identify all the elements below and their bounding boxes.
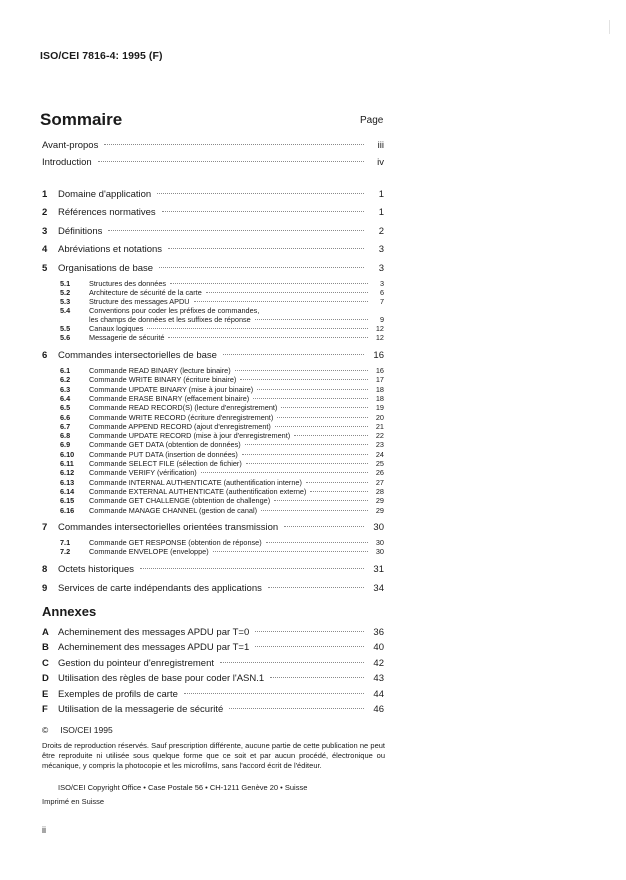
toc-number: 2 bbox=[42, 207, 48, 218]
toc-entry-section[interactable] bbox=[42, 350, 384, 361]
copyright-office-address: ISO/CEI Copyright Office • Case Postale 56 • CH-1211 Genève 20 • Suisse bbox=[58, 783, 308, 792]
toc-subentry-continuation[interactable] bbox=[89, 315, 384, 324]
toc-label: Commande UPDATE BINARY (mise à jour binaire) bbox=[89, 384, 254, 394]
dot-leader bbox=[242, 454, 368, 455]
toc-entry-section[interactable] bbox=[42, 244, 384, 255]
toc-page: 25 bbox=[375, 459, 384, 468]
toc-entry-annex[interactable] bbox=[42, 689, 384, 700]
toc-page: 27 bbox=[375, 477, 384, 487]
toc-label: Commande WRITE RECORD (écriture d'enregistrement) bbox=[89, 412, 274, 422]
toc-number: 5.1 bbox=[60, 279, 71, 288]
toc-label: Commande UPDATE RECORD (mise à jour d'enregistrement) bbox=[89, 431, 291, 441]
toc-number: E bbox=[42, 688, 49, 700]
toc-label: Architecture de sécurité de la carte bbox=[89, 288, 202, 297]
toc-number: 6.8 bbox=[60, 431, 71, 441]
toc-subentry[interactable] bbox=[60, 487, 384, 496]
toc-subentry[interactable] bbox=[60, 431, 384, 440]
toc-number: 4 bbox=[42, 244, 48, 255]
copyright-line bbox=[42, 725, 113, 735]
toc-page: 26 bbox=[375, 468, 384, 478]
toc-page: iii bbox=[377, 140, 384, 151]
toc-number: 6 bbox=[42, 350, 48, 361]
toc-page: 46 bbox=[373, 704, 384, 715]
dot-leader bbox=[255, 646, 364, 647]
toc-label: Commandes intersectorielles orientées transmission bbox=[58, 522, 279, 533]
toc-number: 5.3 bbox=[60, 297, 71, 306]
dot-leader bbox=[310, 491, 368, 492]
toc-subentry[interactable] bbox=[60, 538, 384, 547]
toc-number: 6.9 bbox=[60, 440, 71, 450]
toc-subentry[interactable] bbox=[60, 547, 384, 556]
toc-label: Commande GET DATA (obtention de données) bbox=[89, 440, 241, 450]
toc-entry-section[interactable] bbox=[42, 583, 384, 594]
page-title: Sommaire bbox=[40, 110, 123, 129]
dot-leader bbox=[253, 398, 368, 399]
toc-page: 6 bbox=[379, 288, 384, 297]
toc-entry-introduction[interactable] bbox=[42, 157, 384, 168]
toc-label: Définitions bbox=[58, 226, 103, 237]
dot-leader bbox=[201, 472, 368, 473]
toc-number: 7.2 bbox=[60, 547, 71, 556]
standard-header: ISO/CEI 7816-4: 1995 (F) bbox=[40, 50, 163, 62]
toc-subentry[interactable] bbox=[60, 324, 384, 333]
toc-number: 5 bbox=[42, 263, 48, 274]
toc-number: 6.6 bbox=[60, 412, 71, 422]
toc-page: 2 bbox=[378, 226, 384, 237]
toc-page: 23 bbox=[375, 440, 384, 450]
toc-subentry[interactable] bbox=[60, 459, 384, 468]
toc-entry-section[interactable] bbox=[42, 564, 384, 575]
toc-page: 36 bbox=[373, 627, 384, 638]
dot-leader bbox=[284, 526, 364, 527]
toc-entry-section[interactable] bbox=[42, 226, 384, 237]
toc-label: Commande WRITE BINARY (écriture binaire) bbox=[89, 375, 237, 385]
toc-label: Commande INTERNAL AUTHENTICATE (authentification interne) bbox=[89, 477, 302, 487]
toc-number: 6.1 bbox=[60, 366, 71, 375]
dot-leader bbox=[257, 389, 368, 390]
toc-page: 28 bbox=[375, 486, 384, 496]
dot-leader bbox=[235, 370, 368, 371]
toc-subentry[interactable] bbox=[60, 440, 384, 449]
toc-subentry[interactable] bbox=[60, 288, 384, 297]
toc-page: 7 bbox=[379, 297, 384, 306]
dot-leader bbox=[159, 267, 364, 268]
toc-entry-section[interactable] bbox=[42, 522, 384, 533]
toc-page: 12 bbox=[375, 324, 384, 333]
toc-label: Structures des données bbox=[89, 279, 167, 288]
dot-leader bbox=[147, 328, 368, 329]
dot-leader bbox=[229, 708, 364, 709]
dot-leader bbox=[157, 193, 364, 194]
toc-label: Commande READ RECORD(S) (lecture d'enregistrement) bbox=[89, 403, 278, 413]
toc-subentry[interactable] bbox=[60, 333, 384, 342]
toc-label: Exemples de profils de carte bbox=[58, 688, 178, 700]
toc-number: 5.2 bbox=[60, 288, 71, 297]
toc-number: 6.14 bbox=[60, 486, 75, 496]
toc-number: 6.10 bbox=[60, 449, 75, 459]
toc-entry-section[interactable] bbox=[42, 263, 384, 274]
toc-number: 8 bbox=[42, 564, 48, 575]
toc-page: 20 bbox=[375, 412, 384, 422]
toc-page: 3 bbox=[378, 263, 384, 274]
scan-edge-mark bbox=[609, 20, 610, 34]
dot-leader bbox=[294, 435, 368, 436]
toc-label: Commande EXTERNAL AUTHENTICATE (authentification externe) bbox=[89, 486, 307, 496]
toc-subentry[interactable] bbox=[60, 496, 384, 505]
toc-page: 16 bbox=[375, 366, 384, 375]
dot-leader bbox=[98, 161, 364, 162]
toc-label: Commande ENVELOPE (enveloppe) bbox=[89, 547, 209, 556]
dot-leader bbox=[206, 292, 368, 293]
dot-leader bbox=[213, 551, 368, 552]
toc-number: D bbox=[42, 673, 49, 685]
toc-number: 6.15 bbox=[60, 496, 75, 506]
dot-leader bbox=[140, 568, 364, 569]
toc-label: Commande APPEND RECORD (ajout d'enregistrement) bbox=[89, 421, 271, 431]
toc-label: Commande VERIFY (vérification) bbox=[89, 468, 197, 478]
toc-page: 21 bbox=[375, 421, 384, 431]
dot-leader bbox=[220, 662, 364, 663]
dot-leader bbox=[168, 248, 364, 249]
rights-notice: Droits de reproduction réservés. Sauf prescription différente, aucune partie de cette publication ne peut être reproduite ni utilisée sous quelque forme que ce soit et par aucun procédé, électronique ou mécanique, y compris la photocopie et les microfilms, sans l'accord écrit de l'éditeur. bbox=[42, 741, 385, 770]
toc-label: Commande MANAGE CHANNEL (gestion de canal) bbox=[89, 505, 258, 515]
toc-number: 6.3 bbox=[60, 384, 71, 394]
dot-leader bbox=[194, 301, 368, 302]
toc-label: Commande GET RESPONSE (obtention de réponse) bbox=[89, 538, 262, 547]
toc-page: 42 bbox=[373, 657, 384, 669]
toc-entry-annex[interactable] bbox=[42, 658, 384, 669]
toc-number: 9 bbox=[42, 583, 48, 594]
toc-page: 3 bbox=[379, 279, 384, 288]
toc-page: 9 bbox=[379, 315, 384, 324]
toc-entry-section[interactable] bbox=[42, 189, 384, 200]
toc-label: Commande READ BINARY (lecture binaire) bbox=[89, 366, 231, 375]
dot-leader bbox=[255, 319, 368, 320]
toc-page: 1 bbox=[378, 189, 384, 200]
toc-page: 34 bbox=[373, 583, 384, 594]
toc-subentry[interactable] bbox=[60, 375, 384, 384]
toc-subentry[interactable] bbox=[60, 478, 384, 487]
toc-subentry[interactable] bbox=[60, 306, 384, 315]
toc-subentry[interactable] bbox=[60, 297, 384, 306]
toc-subentry[interactable] bbox=[60, 413, 384, 422]
toc-label: Commande SELECT FILE (sélection de fichier) bbox=[89, 459, 242, 468]
dot-leader bbox=[255, 631, 364, 632]
toc-page: 40 bbox=[373, 642, 384, 654]
toc-label: Structure des messages APDU bbox=[89, 297, 190, 306]
copyright-icon: © bbox=[42, 725, 49, 735]
toc-page: iv bbox=[377, 157, 384, 168]
toc-number: F bbox=[42, 704, 48, 715]
toc-number: 1 bbox=[42, 189, 48, 200]
toc-subentry[interactable] bbox=[60, 506, 384, 515]
toc-page: 30 bbox=[375, 538, 384, 547]
toc-subentry[interactable] bbox=[60, 279, 384, 288]
dot-leader bbox=[275, 426, 368, 427]
toc-number: B bbox=[42, 642, 49, 654]
toc-page: 18 bbox=[375, 384, 384, 394]
dot-leader bbox=[270, 677, 364, 678]
toc-subentry[interactable] bbox=[60, 394, 384, 403]
toc-label: Avant-propos bbox=[42, 140, 99, 151]
dot-leader bbox=[223, 354, 364, 355]
dot-leader bbox=[184, 693, 364, 694]
toc-page: 19 bbox=[375, 403, 384, 413]
toc-page: 29 bbox=[375, 496, 384, 506]
copyright-text: ISO/CEI 1995 bbox=[60, 725, 113, 735]
toc-label: Commande GET CHALLENGE (obtention de challenge) bbox=[89, 496, 271, 506]
toc-subentry[interactable] bbox=[60, 468, 384, 477]
toc-page: 1 bbox=[378, 207, 384, 218]
toc-number: 6.12 bbox=[60, 468, 75, 478]
toc-number: 6.2 bbox=[60, 375, 71, 385]
toc-label: Commandes intersectorielles de base bbox=[58, 350, 217, 361]
dot-leader bbox=[104, 144, 364, 145]
toc-label: les champs de données et les suffixes de réponse bbox=[89, 315, 251, 324]
toc-page: 3 bbox=[378, 244, 384, 255]
toc-label: Acheminement des messages APDU par T=0 bbox=[58, 627, 250, 638]
toc-page: 30 bbox=[373, 522, 384, 533]
toc-page: 43 bbox=[373, 673, 384, 685]
toc-page: 29 bbox=[375, 505, 384, 515]
toc-label: Abréviations et notations bbox=[58, 244, 163, 255]
toc-number: A bbox=[42, 627, 49, 638]
toc-number: 5.5 bbox=[60, 324, 71, 333]
toc-label: Canaux logiques bbox=[89, 324, 144, 333]
toc-page: 24 bbox=[375, 449, 384, 459]
toc-number: 6.7 bbox=[60, 421, 71, 431]
toc-label: Messagerie de sécurité bbox=[89, 333, 165, 342]
toc-number: 3 bbox=[42, 226, 48, 237]
toc-entry-section[interactable] bbox=[42, 207, 384, 218]
toc-label: Commande PUT DATA (insertion de données) bbox=[89, 449, 238, 459]
annexes-heading: Annexes bbox=[42, 604, 97, 619]
toc-label: Conventions pour coder les préfixes de commandes, bbox=[89, 306, 260, 315]
printed-in: Imprimé en Suisse bbox=[42, 797, 105, 806]
toc-number: 6.16 bbox=[60, 505, 75, 515]
toc-page: 12 bbox=[375, 333, 384, 342]
dot-leader bbox=[168, 337, 368, 338]
toc-subentry[interactable] bbox=[60, 366, 384, 375]
dot-leader bbox=[245, 444, 368, 445]
toc-number: 6.13 bbox=[60, 477, 75, 487]
toc-label: Gestion du pointeur d'enregistrement bbox=[58, 657, 215, 669]
dot-leader bbox=[306, 482, 368, 483]
toc-label: Introduction bbox=[42, 157, 92, 168]
toc-subentry[interactable] bbox=[60, 385, 384, 394]
toc-number: 6.11 bbox=[60, 459, 74, 468]
toc-page: 17 bbox=[375, 375, 384, 385]
toc-label: Octets historiques bbox=[58, 564, 135, 575]
toc-label: Commande ERASE BINARY (effacement binaire) bbox=[89, 393, 250, 403]
toc-page: 30 bbox=[375, 547, 384, 556]
dot-leader bbox=[266, 542, 368, 543]
toc-number: 6.5 bbox=[60, 403, 71, 413]
toc-number: 7.1 bbox=[60, 538, 71, 547]
dot-leader bbox=[170, 283, 368, 284]
dot-leader bbox=[274, 500, 368, 501]
toc-entry-annex[interactable] bbox=[42, 704, 384, 715]
toc-label: Références normatives bbox=[58, 207, 156, 218]
toc-entry-annex[interactable] bbox=[42, 673, 384, 684]
toc-number: 7 bbox=[42, 522, 48, 533]
toc-label: Utilisation des règles de base pour coder l'ASN.1 bbox=[58, 673, 265, 685]
toc-subentry[interactable] bbox=[60, 450, 384, 459]
toc-entry-annex[interactable] bbox=[42, 627, 384, 638]
toc-entry-avant-propos[interactable] bbox=[42, 140, 384, 151]
footer-page-number: ii bbox=[42, 825, 46, 835]
toc-number: C bbox=[42, 657, 49, 669]
dot-leader bbox=[268, 587, 364, 588]
dot-leader bbox=[277, 417, 368, 418]
toc-entry-annex[interactable] bbox=[42, 642, 384, 653]
toc-label: Utilisation de la messagerie de sécurité bbox=[58, 704, 224, 715]
dot-leader bbox=[108, 230, 364, 231]
toc-number: 5.4 bbox=[60, 306, 71, 315]
dot-leader bbox=[240, 379, 368, 380]
dot-leader bbox=[162, 211, 364, 212]
toc-page: 31 bbox=[373, 564, 384, 575]
toc-page: 18 bbox=[375, 393, 384, 403]
dot-leader bbox=[246, 463, 368, 464]
toc-subentry[interactable] bbox=[60, 422, 384, 431]
toc-label: Acheminement des messages APDU par T=1 bbox=[58, 642, 250, 654]
toc-number: 6.4 bbox=[60, 393, 71, 403]
toc-subentry[interactable] bbox=[60, 403, 384, 412]
toc-label: Domaine d'application bbox=[58, 189, 152, 200]
toc-page: 16 bbox=[373, 350, 384, 361]
toc-page: 22 bbox=[375, 431, 384, 441]
toc-label: Services de carte indépendants des applications bbox=[58, 583, 262, 594]
toc-number: 5.6 bbox=[60, 333, 71, 342]
dot-leader bbox=[261, 510, 368, 511]
page-column-label: Page bbox=[360, 115, 384, 126]
toc-page: 44 bbox=[373, 688, 384, 700]
toc-label: Organisations de base bbox=[58, 263, 154, 274]
dot-leader bbox=[281, 407, 368, 408]
